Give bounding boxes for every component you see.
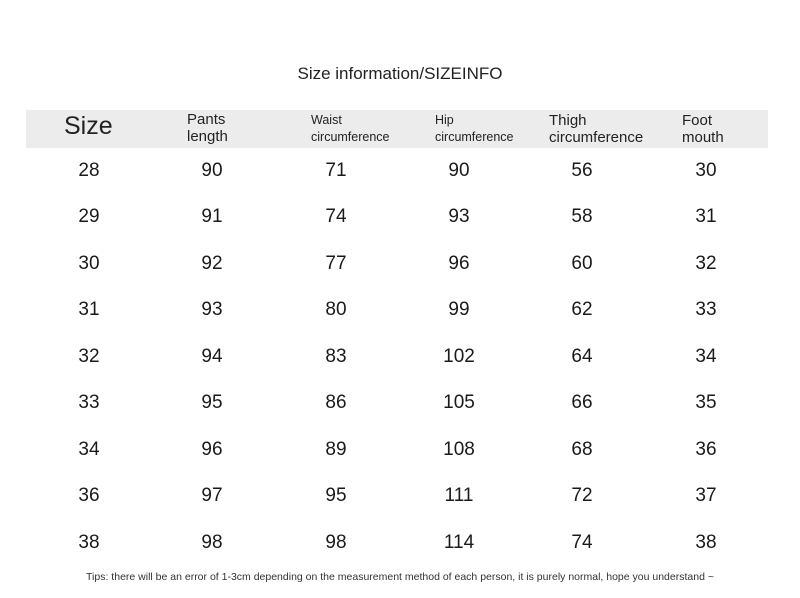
table-cell-size: 32 <box>78 346 100 367</box>
table-cell-pants-length: 98 <box>201 532 223 553</box>
table-cell-foot-mouth: 38 <box>695 532 717 553</box>
table-cell-waist: 80 <box>325 299 347 320</box>
table-cell-size: 29 <box>78 206 100 227</box>
table-cell-size: 31 <box>78 299 100 320</box>
table-cell-hip: 93 <box>448 206 470 227</box>
table-cell-thigh: 58 <box>571 206 593 227</box>
table-cell-size: 38 <box>78 532 100 553</box>
table-cell-thigh: 60 <box>571 253 593 274</box>
header-label-line2: circumference <box>549 129 644 146</box>
table-cell-size: 33 <box>78 392 100 413</box>
table-cell-thigh: 62 <box>571 299 593 320</box>
table-cell-size: 36 <box>78 485 100 506</box>
table-cell-foot-mouth: 34 <box>695 346 717 367</box>
table-cell-foot-mouth: 32 <box>695 253 717 274</box>
table-cell-foot-mouth: 33 <box>695 299 717 320</box>
table-cell-hip: 111 <box>444 485 474 506</box>
table-cell-waist: 74 <box>325 206 347 227</box>
table-cell-pants-length: 90 <box>201 160 223 181</box>
header-label-line1: Foot <box>682 112 713 129</box>
page-title: Size information/SIZEINFO <box>297 64 503 83</box>
table-cell-foot-mouth: 30 <box>695 160 717 181</box>
table-cell-waist: 77 <box>325 253 347 274</box>
header-label-line2: length <box>187 128 228 145</box>
table-cell-pants-length: 96 <box>201 439 223 460</box>
table-cell-pants-length: 92 <box>201 253 223 274</box>
table-cell-size: 34 <box>78 439 100 460</box>
header-label-line1: Hip <box>435 113 454 127</box>
header-size <box>64 111 113 141</box>
header-label-line2: circumference <box>311 130 390 144</box>
table-cell-waist: 89 <box>325 439 347 460</box>
header-thigh-circumference <box>549 112 643 146</box>
table-header-row <box>26 110 768 148</box>
header-label-line2: mouth <box>682 129 724 146</box>
table-cell-waist: 86 <box>325 392 347 413</box>
table-cell-pants-length: 93 <box>201 299 223 320</box>
header-label-line1: Waist <box>311 113 342 127</box>
table-cell-waist: 95 <box>325 485 347 506</box>
table-cell-foot-mouth: 35 <box>695 392 717 413</box>
table-cell-size: 28 <box>78 160 100 181</box>
table-cell-pants-length: 97 <box>201 485 223 506</box>
table-cell-thigh: 64 <box>571 346 593 367</box>
table-cell-hip: 90 <box>448 160 470 181</box>
table-cell-thigh: 74 <box>571 532 593 553</box>
header-hip-circumference <box>435 112 514 146</box>
table-cell-hip: 114 <box>443 532 475 553</box>
table-cell-thigh: 56 <box>571 160 593 181</box>
header-size-label: Size <box>64 112 113 140</box>
header-waist-circumference <box>311 112 390 146</box>
header-pants-length <box>187 111 228 145</box>
table-cell-hip: 99 <box>448 299 470 320</box>
table-cell-pants-length: 95 <box>201 392 223 413</box>
table-cell-waist: 83 <box>325 346 347 367</box>
table-cell-waist: 71 <box>325 160 347 181</box>
table-cell-waist: 98 <box>325 532 347 553</box>
table-cell-thigh: 72 <box>571 485 593 506</box>
table-cell-size: 30 <box>78 253 100 274</box>
table-cell-foot-mouth: 31 <box>695 206 717 227</box>
table-cell-hip: 105 <box>443 392 475 413</box>
table-cell-foot-mouth: 36 <box>695 439 717 460</box>
header-label-line2: circumference <box>435 130 514 144</box>
table-cell-pants-length: 91 <box>201 206 223 227</box>
header-label-line1: Thigh <box>549 112 587 129</box>
table-cell-thigh: 66 <box>571 392 593 413</box>
table-cell-pants-length: 94 <box>201 346 223 367</box>
header-label-line1: Pants <box>187 111 226 128</box>
table-cell-hip: 102 <box>443 346 475 367</box>
table-cell-thigh: 68 <box>571 439 593 460</box>
header-foot-mouth <box>682 112 724 146</box>
measurement-tips: Tips: there will be an error of 1-3cm depending on the measurement method of each person, it is purely normal, hope you understand ~ <box>86 571 714 583</box>
table-cell-hip: 96 <box>448 253 470 274</box>
table-cell-foot-mouth: 37 <box>695 485 717 506</box>
table-cell-hip: 108 <box>443 439 475 460</box>
